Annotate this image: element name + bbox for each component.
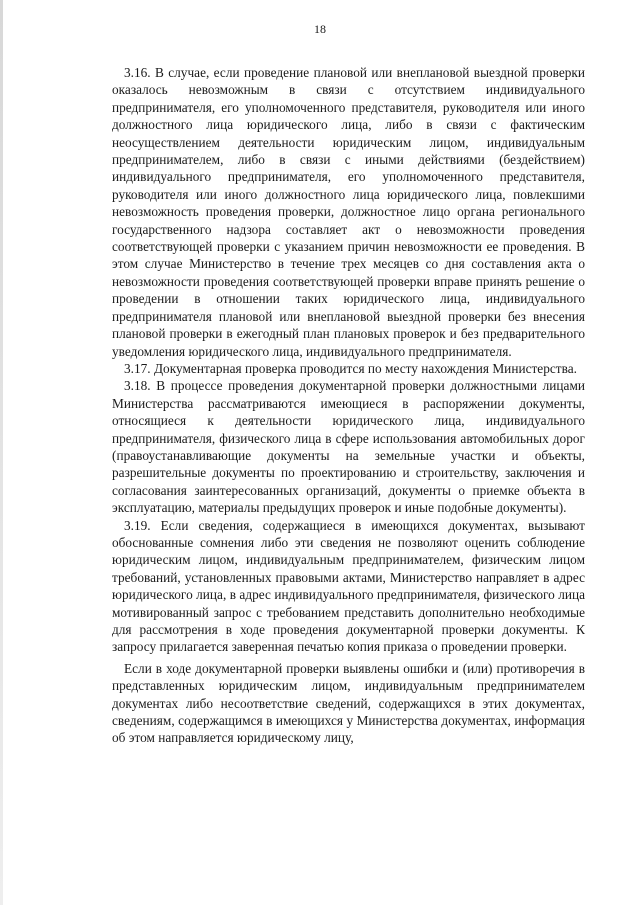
document-body — [112, 64, 585, 747]
paragraph-3-19: 3.19. Если сведения, содержащиеся в имеющихся документах, вызывают обоснованные сомнения либо эти сведения не позволяют оценить соблюдение юридическим лицом, индивидуальным предпринимателем, физическим лицом требований, установленных правовыми актами, Министерство направляет в адрес юридического лица, в адрес индивидуального предпринимателя, физического лица мотивированный запрос с требованием представить дополнительно необходимые для рассмотрения в ходе проведения документарной проверки документы. К запросу прилагается заверенная печатью копия приказа о проведении проверки. — [112, 517, 585, 655]
page-number: 18 — [314, 22, 326, 36]
paragraph-3-18: 3.18. В процессе проведения документарной проверки должностными лицами Министерства рассматриваются имеющиеся в распоряжении документы, относящиеся к деятельности юридического лица, индивидуального предпринимателя, физического лица в сфере использования автомобильных дорог (правоустанавливающие документы на земельные участки и объекты, разрешительные документы по проектированию и строительству, заключения и согласования заинтересованных организаций, документы о приемке объекта в эксплуатацию, материалы предыдущих проверок и иные подобные документы). — [112, 378, 585, 516]
paragraph-continuation: Если в ходе документарной проверки выявлены ошибки и (или) противоречия в представленных юридическим лицом, индивидуальным предпринимателем документах либо несоответствие сведений, содержащихся в этих документах, сведениям, содержащимся в имеющихся у Министерства документах, информация об этом направляется юридическому лицу, — [112, 660, 585, 746]
scan-edge — [0, 0, 3, 905]
paragraph-3-17: 3.17. Документарная проверка проводится по месту нахождения Министерства. — [124, 360, 577, 376]
paragraph-3-16: 3.16. В случае, если проведение плановой или внеплановой выездной проверки оказалось невозможным в связи с отсутствием индивидуального предпринимателя, его уполномоченного представителя, руководителя или иного должностного лица юридического лица, либо в связи с фактическим неосуществлением деятельности юридическим лицом, индивидуальным предпринимателем, либо в связи с иными действиями (бездействием) индивидуального предпринимателя, его уполномоченного представителя, руководителя или иного должностного лица юридического лица, повлекшими невозможность проведения проверки, должностное лицо органа регионального государственного надзора составляет акт о невозможности проведения соответствующей проверки с указанием причин невозможности ее проведения. В этом случае Министерство в течение трех месяцев со дня составления акта о невозможности проведения соответствующей проверки вправе принять решение о проведении в отношении таких юридического лица, индивидуального предпринимателя плановой или внеплановой выездной проверки без внесения плановой проверки в ежегодный план плановых проверок и без предварительного уведомления юридического лица, индивидуального предпринимателя. — [112, 65, 585, 359]
